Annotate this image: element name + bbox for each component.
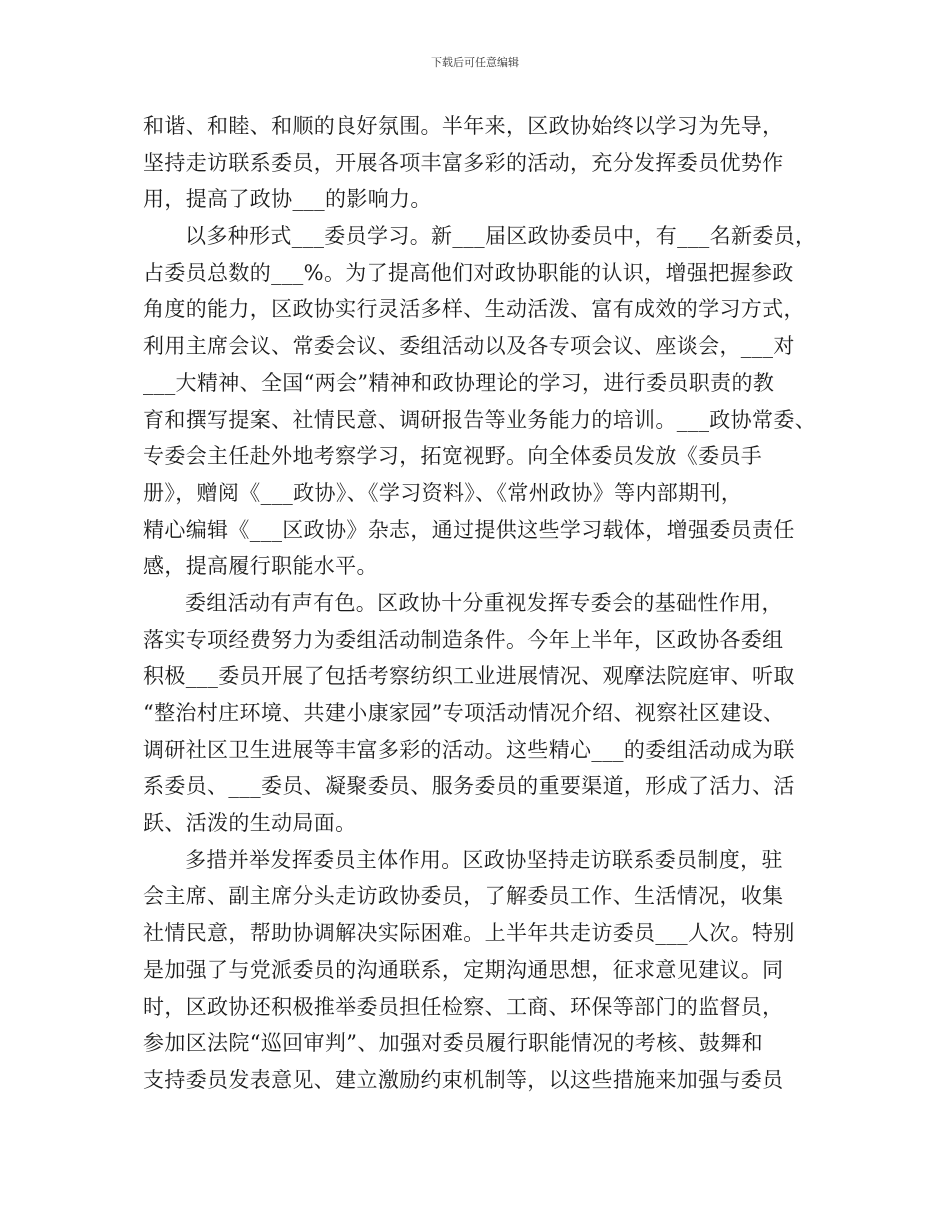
text-line: 支持委员发表意见、建立激励约束机制等，以这些措施来加强与委员: [143, 1067, 784, 1092]
text-line: 和谐、和睦、和顺的良好氛围。半年来，区政协始终以学习为先导，: [143, 114, 784, 138]
text-line: 落实专项经费努力为委组活动制造条件。今年上半年，区政协各委组: [143, 627, 784, 652]
page-header: 下载后可任意编辑: [431, 56, 519, 69]
text-line: 用，提高了政协___的影响力。: [143, 187, 432, 212]
text-line: 会主席、副主席分头走访政协委员，了解委员工作、生活情况，收集: [143, 884, 784, 909]
text-line: 积极___委员开展了包括考察纺织工业进展情况、观摩法院庭审、听取: [143, 664, 795, 689]
text-line: 委组活动有声有色。区政协十分重视发挥专委会的基础性作用，: [185, 590, 783, 615]
text-line: 利用主席会议、常委会议、委组活动以及各专项会议、座谈会，___对: [143, 334, 795, 359]
text-line: 时，区政协还积极推举委员担任检察、工商、环保等部门的监督员，: [143, 994, 784, 1019]
text-line: 感，提高履行职能水平。: [143, 554, 378, 579]
text-line: 调研社区卫生进展等丰富多彩的活动。这些精心___的委组活动成为联: [143, 737, 795, 762]
text-line: 育和撰写提案、社情民意、调研报告等业务能力的培训。___政协常委、: [143, 407, 817, 432]
text-line: 多措并举发挥委员主体作用。区政协坚持走访联系委员制度，驻: [185, 847, 783, 872]
text-line: 专委会主任赴外地考察学习，拓宽视野。向全体委员发放《委员手: [143, 444, 763, 469]
text-line: 系委员、___委员、凝聚委员、服务委员的重要渠道，形成了活力、活: [143, 774, 795, 799]
text-line: 角度的能力，区政协实行灵活多样、生动活泼、富有成效的学习方式，: [143, 297, 805, 322]
text-line: 是加强了与党派委员的沟通联系，定期沟通思想，征求意见建议。同: [143, 957, 784, 982]
document-body: [143, 108, 817, 1099]
text-line: ___大精神、全国“两会”精神和政协理论的学习，进行委员职责的教: [143, 370, 775, 395]
text-line: “整治村庄环境、共建小康家园”专项活动情况介绍、视察社区建设、: [143, 701, 785, 725]
text-line: 跃、活泼的生动局面。: [143, 811, 357, 836]
text-line: 精心编辑《___区政协》杂志，通过提供这些学习载体，增强委员责任: [143, 517, 795, 542]
text-line: 以多种形式___委员学习。新___届区政协委员中，有___名新委员，: [185, 224, 817, 249]
text-line: 占委员总数的___%。为了提高他们对政协职能的认识，增强把握参政: [143, 260, 794, 285]
text-line: 册》，赠阅《___政协》、《学习资料》、《常州政协》等内部期刊，: [143, 480, 743, 505]
text-line: 坚持走访联系委员，开展各项丰富多彩的活动，充分发挥委员优势作: [143, 150, 784, 175]
text-line: 社情民意，帮助协调解决实际困难。上半年共走访委员___人次。特别: [143, 921, 795, 946]
text-line: 参加区法院“巡回审判”、加强对委员履行职能情况的考核、鼓舞和: [143, 1031, 763, 1056]
